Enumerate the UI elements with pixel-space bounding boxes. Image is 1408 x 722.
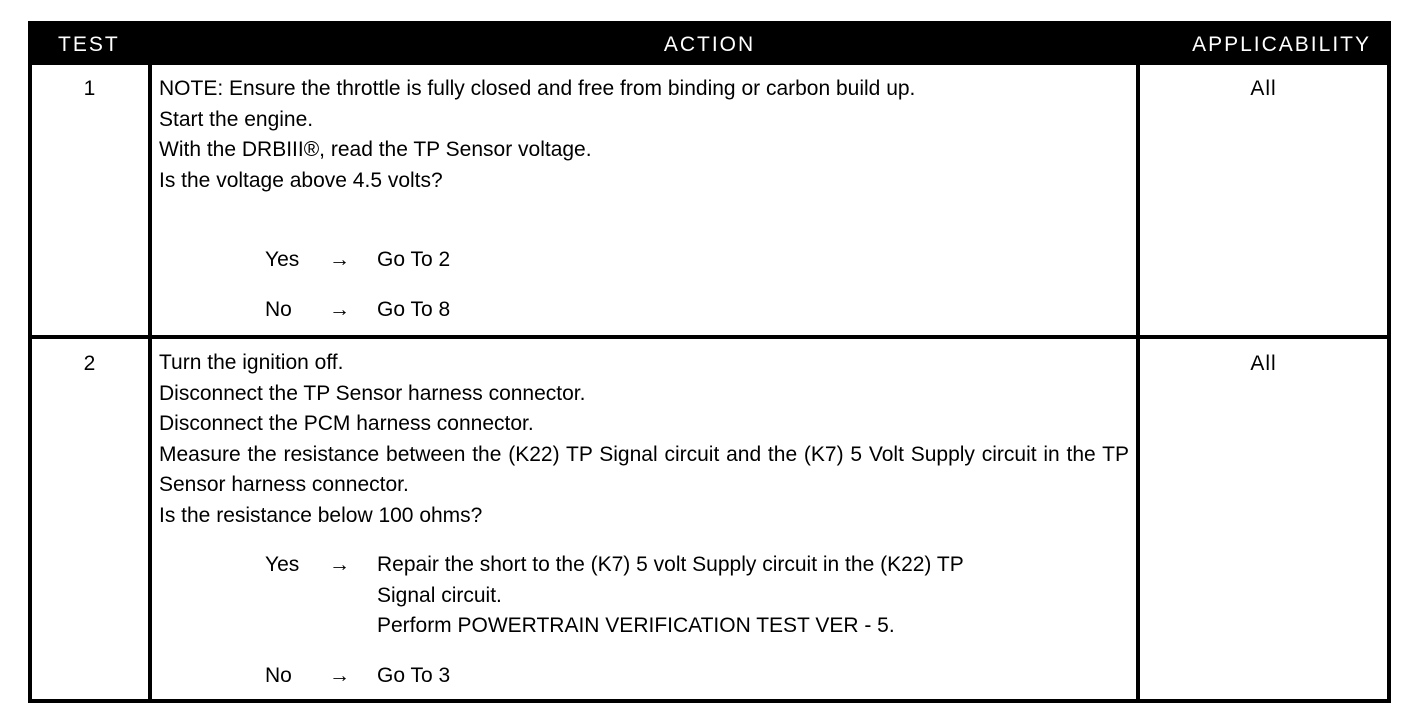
table-header <box>32 25 1387 65</box>
applicability-value: All <box>1250 77 1277 100</box>
header-action: ACTION <box>663 33 756 56</box>
diagnostic-test-table <box>28 21 1391 703</box>
answer-label: No <box>265 664 292 687</box>
column-divider <box>148 65 152 699</box>
question-line: Is the voltage above 4.5 volts? <box>159 168 443 192</box>
outcome-result <box>377 295 450 326</box>
arrow-icon: → <box>329 553 350 576</box>
header-test: TEST <box>58 33 120 56</box>
test-number: 2 <box>83 352 97 375</box>
action-text <box>159 74 1129 196</box>
result-line: Go To 3 <box>377 664 451 687</box>
result-line: Repair the short to the (K7) 5 volt Supply circuit in the (K22) TP <box>377 553 964 576</box>
note-line: NOTE: Ensure the throttle is fully closed and free from binding or carbon build up. <box>159 77 916 100</box>
result-line: Go To 2 <box>377 248 451 271</box>
outcome-result <box>377 661 450 692</box>
question-line: Is the resistance below 100 ohms? <box>159 503 483 527</box>
column-divider <box>1136 65 1140 699</box>
header-applicability: APPLICABILITY <box>1192 33 1371 56</box>
answer-label: Yes <box>265 553 300 576</box>
applicability-value: All <box>1250 352 1277 375</box>
row-divider <box>32 335 1387 339</box>
arrow-icon: → <box>329 248 350 271</box>
action-line: Disconnect the PCM harness connector. <box>159 412 534 435</box>
action-line: Turn the ignition off. <box>159 351 344 374</box>
action-text <box>159 348 1129 531</box>
result-line: Go To 8 <box>377 298 451 321</box>
test-number: 1 <box>83 77 97 100</box>
arrow-icon: → <box>329 664 350 687</box>
action-line: Start the engine. <box>159 107 314 131</box>
result-line: Signal circuit. <box>377 583 502 607</box>
answer-label: No <box>265 298 292 321</box>
result-line: Perform POWERTRAIN VERIFICATION TEST VER - 5. <box>377 614 895 637</box>
outcome-result <box>377 245 450 276</box>
action-line: Measure the resistance between the (K22) TP Signal circuit and the (K7) 5 Volt Supply circuit in the TP Sensor harness connector. <box>159 442 1129 496</box>
action-line: Disconnect the TP Sensor harness connector. <box>159 381 586 405</box>
outcome-result <box>377 550 964 642</box>
arrow-icon: → <box>329 298 350 321</box>
action-line: With the DRBIII®, read the TP Sensor voltage. <box>159 138 592 161</box>
answer-label: Yes <box>265 248 300 271</box>
